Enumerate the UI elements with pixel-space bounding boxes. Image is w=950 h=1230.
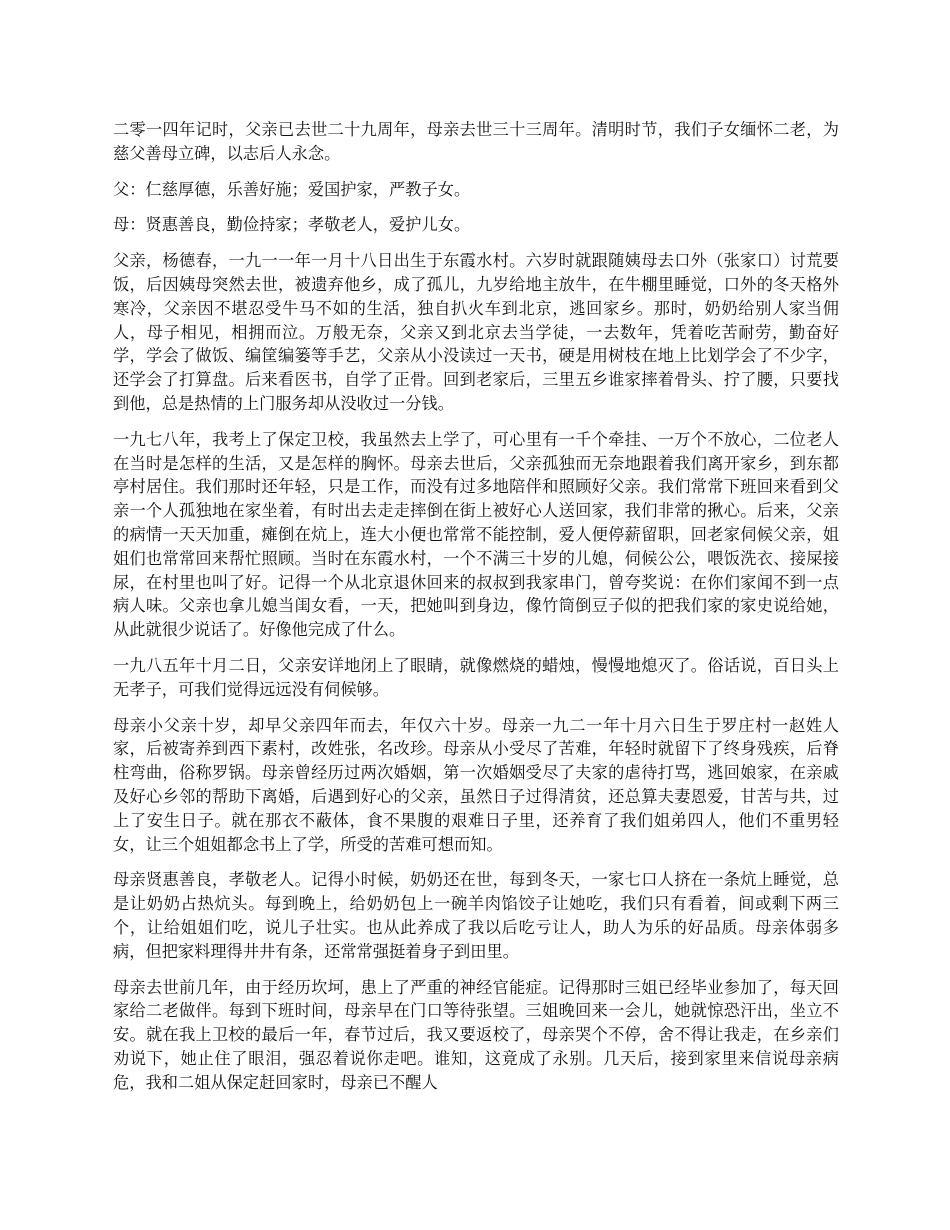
paragraph-mother-biography: 母亲小父亲十岁，却早父亲四年而去，年仅六十岁。母亲一九二一年十月六日生于罗庄村一赵姓人家，后被寄养到西下素村，改姓张，名改珍。母亲从小受尽了苦难，年轻时就留下了终身残疾，后脊柱弯曲，俗称罗锅。母亲曾经历过两次婚姻，第一次婚姻受尽了夫家的虐待打骂，逃回娘家，在亲戚及好心乡邻的帮助下离婚，后遇到好心的父亲，虽然日子过得清贫，还总算夫妻恩爱，甘苦与共，过上了安生日子。就在那衣不蔽体，食不果腹的艰难日子里，还养育了我们姐弟四人，他们不重男轻女，让三个姐姐都念书上了学，所受的苦难可想而知。 xyxy=(113,715,839,854)
paragraph-father-motto: 父：仁慈厚德，乐善好施；爱国护家，严教子女。 xyxy=(113,179,471,199)
paragraph-mother-virtue: 母亲贤惠善良，孝敬老人。记得小时候，奶奶还在世，每到冬天，一家七口人挤在一条炕上睡觉，总是让奶奶占热炕头。每到晚上，给奶奶包上一碗羊肉馅饺子让她吃，我们只有看着，间或剩下两三个，让给姐姐们吃，说儿子壮实。也从此养成了我以后吃亏让人，助人为乐的好品质。母亲体弱多病，但把家料理得井井有条，还常常强挺着身子到田里。 xyxy=(113,870,839,961)
paragraph-mother-illness: 母亲去世前几年，由于经历坎坷，患上了严重的神经官能症。记得那时三姐已经毕业参加了，每天回家给二老做伴。每到下班时间，母亲早在门口等待张望。三姐晚回来一会儿，她就惊恐汗出，坐立不安。就在我上卫校的最后一年，春节过后，我又要返校了，母亲哭个不停，舍不得让我走，在乡亲们劝说下，她止住了眼泪，强忍着说你走吧。谁知，这竟成了永别。几天后，接到家里来信说母亲病危，我和二姐从保定赶回家时，母亲已不醒人 xyxy=(113,977,839,1092)
paragraph-father-biography: 父亲，杨德春，一九一一年一月十八日出生于东霞水村。六岁时就跟随姨母去口外（张家口）讨荒要饭，后因姨母突然去世，被遗弃他乡，成了孤儿，九岁给地主放牛，在牛棚里睡觉，口外的冬天格外寒冷，父亲因不堪忍受牛马不如的生活，独自扒火车到北京，逃回家乡。那时，奶奶给别人家当佣人，母子相见，相拥而泣。万般无奈，父亲又到北京去当学徒，一去数年，凭着吃苦耐劳，勤奋好学，学会了做饭、编筐编篓等手艺，父亲从小没读过一天书，硬是用树枝在地上比划学会了不少字，还学会了打算盘。后来看医书，自学了正骨。回到老家后，三里五乡谁家摔着骨头、拧了腰，只要找到他，总是热情的上门服务却从没收过一分钱。 xyxy=(113,251,839,413)
paragraph-father-later-years: 一九七八年，我考上了保定卫校，我虽然去上学了，可心里有一千个牵挂、一万个不放心，二位老人在当时是怎样的生活，又是怎样的胸怀。母亲去世后，父亲孤独而无奈地跟着我们离开家乡，到东都亭村居住。我们那时还年轻，只是工作，而没有过多地陪伴和照顾好父亲。我们常常下班回来看到父亲一个人孤独地在家坐着，有时出去走走摔倒在街上被好心人送回家，我们非常的揪心。后来，父亲的病情一天天加重，瘫倒在炕上，连大小便也常常不能控制，爱人便停薪留职，回老家伺候父亲，姐姐们也常常回来帮忙照顾。当时在东霞水村，一个不满三十岁的儿媳，伺候公公，喂饭洗衣、接屎接尿，在村里也叫了好。记得一个从北京退休回来的叔叔到我家串门，曾夸奖说：在你们家闻不到一点病人味。父亲也拿儿媳当闺女看，一天，把她叫到身边，像竹筒倒豆子似的把我们家的家史说给她，从此就很少说话了。好像他完成了什么。 xyxy=(113,429,839,640)
paragraph-intro: 二零一四年记时，父亲已去世二十九周年，母亲去世三十三周年。清明时节，我们子女缅怀二老，为慈父善母立碑，以志后人永念。 xyxy=(113,120,839,163)
paragraph-father-death: 一九八五年十月二日，父亲安详地闭上了眼睛，就像燃烧的蜡烛，慢慢地熄灭了。俗话说，百日头上无孝子，可我们觉得远远没有伺候够。 xyxy=(113,655,839,699)
document-body xyxy=(113,118,839,1106)
paragraph-mother-motto: 母：贤惠善良，勤俭持家；孝敬老人，爱护儿女。 xyxy=(113,215,471,235)
